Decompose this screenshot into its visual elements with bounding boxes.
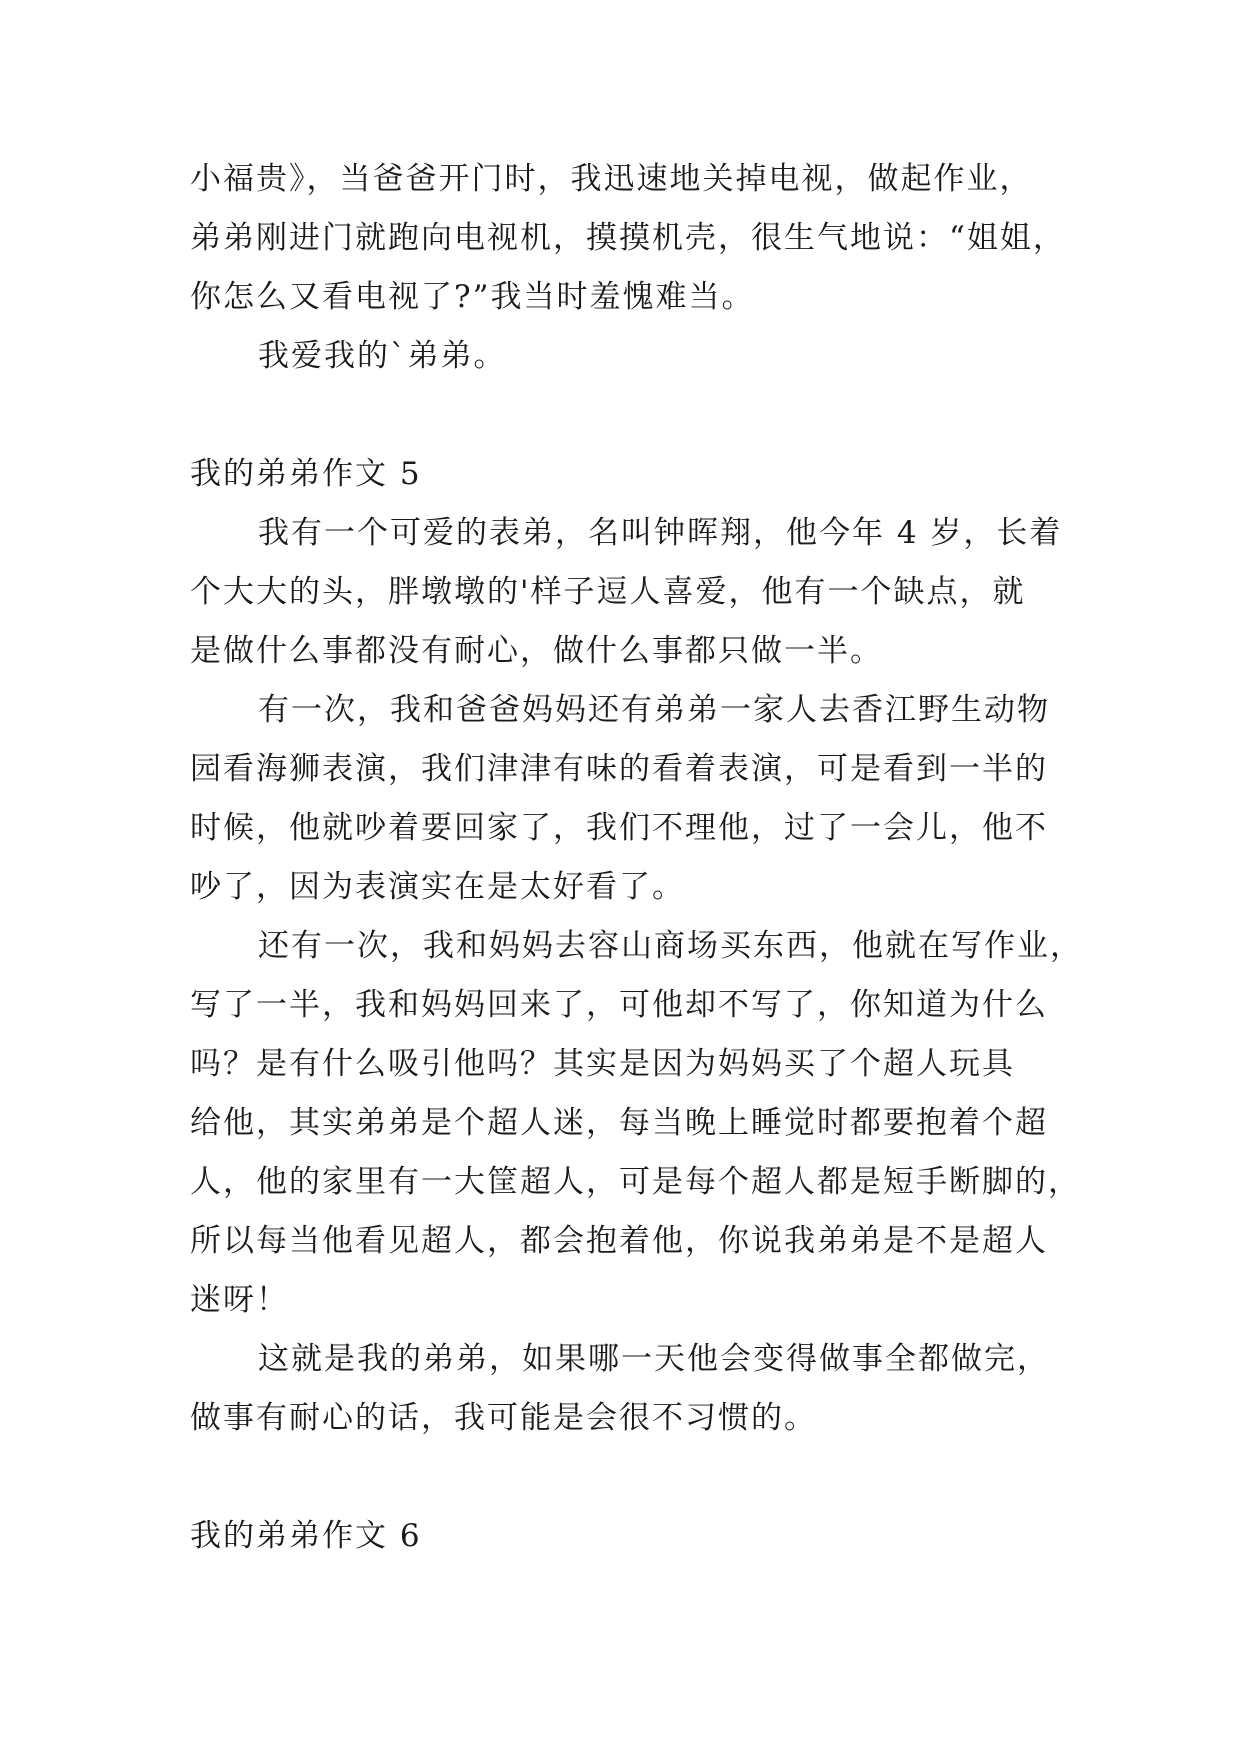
section-heading-6: 我的弟弟作文 6: [190, 1518, 422, 1554]
text-line: 时候，他就吵着要回家了，我们不理他，过了一会儿，他不: [190, 810, 1048, 846]
text-line: 给他，其实弟弟是个超人迷，每当晚上睡觉时都要抱着个超: [190, 1105, 1048, 1141]
document-page: [190, 150, 1083, 1566]
text-line: 吵了，因为表演实在是太好看了。: [190, 869, 685, 905]
text-line: 我有一个可爱的表弟，名叫钟晖翔，他今年 4 岁，长着: [258, 515, 1063, 551]
text-line: 有一次，我和爸爸妈妈还有弟弟一家人去香江野生动物: [258, 692, 1050, 728]
text-line: 弟弟刚进门就跑向电视机，摸摸机壳，很生气地说：“姐姐，: [190, 220, 1066, 256]
text-line: 做事有耐心的话，我可能是会很不习惯的。: [190, 1400, 817, 1436]
text-line: 这就是我的弟弟，如果哪一天他会变得做事全都做完，: [258, 1341, 1050, 1377]
text-line: 人，他的家里有一大筐超人，可是每个超人都是短手断脚的，: [190, 1164, 1081, 1200]
text-line: 吗？是有什么吸引他吗？其实是因为妈妈买了个超人玩具: [190, 1046, 1015, 1082]
text-line: 是做什么事都没有耐心，做什么事都只做一半。: [190, 633, 883, 669]
spacer: [190, 386, 1060, 445]
text-line: 园看海狮表演，我们津津有味的看着表演，可是看到一半的: [190, 751, 1048, 787]
text-line: 你怎么又看电视了?”我当时羞愧难当。: [190, 279, 755, 315]
spacer: [190, 1448, 1060, 1507]
text-line: 写了一半，我和妈妈回来了，可他却不写了，你知道为什么: [190, 987, 1048, 1023]
text-line: 迷呀！: [190, 1282, 289, 1318]
text-line: 小福贵》，当爸爸开门时，我迅速地关掉电视，做起作业，: [190, 161, 1033, 197]
text-line: 还有一次，我和妈妈去容山商场买东西，他就在写作业，: [258, 928, 1083, 964]
text-line: 所以每当他看见超人，都会抱着他，你说我弟弟是不是超人: [190, 1223, 1048, 1259]
paragraph-love: 我爱我的`弟弟。: [258, 338, 507, 374]
section-heading-5: 我的弟弟作文 5: [190, 456, 422, 492]
text-line: 个大大的头，胖墩墩的'样子逗人喜爱，他有一个缺点，就: [190, 574, 1026, 610]
